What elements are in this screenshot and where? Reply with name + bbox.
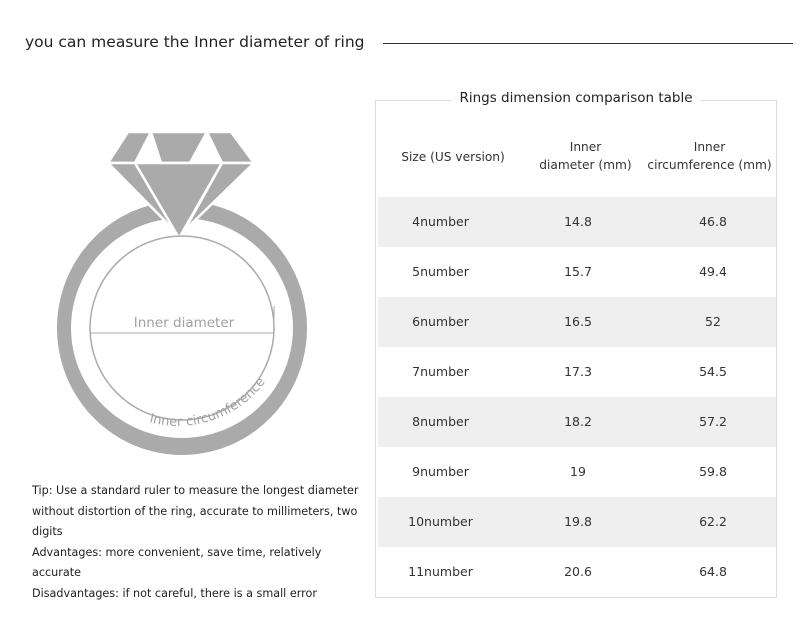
table-row bbox=[378, 297, 776, 347]
size-cell: 6number bbox=[412, 314, 469, 329]
page-title: you can measure the Inner diameter of ring bbox=[25, 33, 365, 51]
circumference-cell: 64.8 bbox=[699, 564, 727, 579]
circumference-cell: 52 bbox=[705, 314, 721, 329]
title-divider bbox=[383, 43, 793, 44]
circumference-cell: 46.8 bbox=[699, 214, 727, 229]
header-circumference: Inner circumference (mm) bbox=[647, 140, 772, 172]
size-cell: 7number bbox=[412, 364, 469, 379]
circumference-cell: 57.2 bbox=[699, 414, 727, 429]
diameter-cell: 15.7 bbox=[564, 264, 592, 279]
header-diameter: Inner diameter (mm) bbox=[539, 140, 632, 172]
tip-line: digits bbox=[32, 525, 63, 538]
size-cell: 10number bbox=[408, 514, 473, 529]
table-row bbox=[378, 347, 776, 397]
size-cell: 5number bbox=[412, 264, 469, 279]
disadvantages-line: Disadvantages: if not careful, there is a small error bbox=[32, 586, 317, 600]
advantages-line: Advantages: more convenient, save time, relatively accurate bbox=[32, 545, 322, 579]
diameter-cell: 19 bbox=[570, 464, 586, 479]
inner-circumference-label: Inner circumference bbox=[147, 374, 269, 430]
table-header bbox=[378, 138, 776, 188]
circumference-cell: 62.2 bbox=[699, 514, 727, 529]
size-cell: 8number bbox=[412, 414, 469, 429]
diameter-cell: 16.5 bbox=[564, 314, 592, 329]
ring-diagram bbox=[50, 128, 320, 468]
size-cell: 11number bbox=[408, 564, 473, 579]
circumference-cell: 54.5 bbox=[699, 364, 727, 379]
table-row bbox=[378, 547, 776, 597]
inner-diameter-label: Inner diameter bbox=[133, 315, 235, 331]
tip-line: Tip: Use a standard ruler to measure the longest diameter bbox=[32, 484, 359, 497]
table-row bbox=[378, 397, 776, 447]
circumference-cell: 49.4 bbox=[699, 264, 727, 279]
diameter-cell: 14.8 bbox=[564, 214, 592, 229]
measurement-tips bbox=[32, 481, 372, 604]
diameter-cell: 18.2 bbox=[564, 414, 592, 429]
circumference-cell: 59.8 bbox=[699, 464, 727, 479]
tip-line: without distortion of the ring, accurate to millimeters, two bbox=[32, 504, 358, 518]
table-body bbox=[378, 197, 776, 597]
size-cell: 4number bbox=[412, 214, 469, 229]
diameter-cell: 20.6 bbox=[564, 564, 592, 579]
diameter-cell: 19.8 bbox=[564, 514, 592, 529]
table-row bbox=[378, 197, 776, 247]
diameter-cell: 17.3 bbox=[564, 364, 592, 379]
table-row bbox=[378, 447, 776, 497]
size-cell: 9number bbox=[412, 464, 469, 479]
header-size: Size (US version) bbox=[401, 150, 505, 164]
table-row bbox=[378, 247, 776, 297]
table-row bbox=[378, 497, 776, 547]
table-caption: Rings dimension comparison table bbox=[375, 90, 777, 106]
